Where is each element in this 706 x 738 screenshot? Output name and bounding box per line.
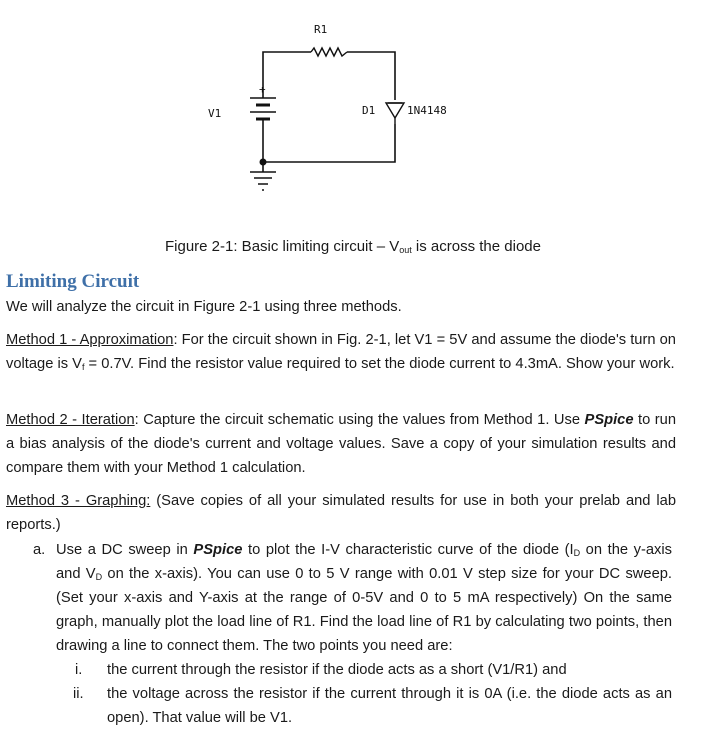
list-item-ii: the voltage across the resistor if the current through it is 0A (i.e. the diode acts as an open). That value will be V1. xyxy=(107,686,672,726)
list-marker-a: a. xyxy=(33,542,46,558)
method3-title: Method 3 - Graphing: xyxy=(6,493,151,509)
method1-paragraph: Method 1 - Approximation: For the circuit shown in Fig. 2-1, let V1 = 5V and assume the diode's turn on voltage is $V_f = 0.7V$. Find the resistor value required to set the diode current to 4.3mA. Show your work. xyxy=(6,332,676,372)
method2-paragraph: Method 2 - Iteration: Capture the circuit schematic using the values from Method 1. Use PSpice to run a bias analysis of the diode's current and voltage values. Save a copy of your simulation results and compare them with your Method 1 calculation. xyxy=(6,412,676,476)
voltage-source-v1 xyxy=(250,98,276,127)
list-marker-ii: ii. xyxy=(73,686,84,702)
resistor-r1 xyxy=(311,48,347,56)
junction-dot xyxy=(260,159,267,166)
method1-title: Method 1 - Approximation xyxy=(6,332,174,348)
plus-sign: + xyxy=(259,83,266,96)
v1-label: V1 xyxy=(208,107,222,120)
list-marker-i: i. xyxy=(75,662,83,678)
list-item-i: the current through the resistor if the diode acts as a short (V1/R1) and xyxy=(107,662,567,678)
diode-part-label: 1N4148 xyxy=(407,104,447,117)
method3-paragraph: Method 3 - Graphing: (Save copies of all your simulated results for use in both your prelab and lab reports.) xyxy=(6,493,676,533)
section-heading: Limiting Circuit xyxy=(6,271,140,292)
list-item-a: Use a DC sweep in PSpice to plot the I-V characteristic curve of the diode ($I_D$ on the y-axis and $V_D$ on the x-axis). You can use 0 to 5 V range with 0.01 V step size for your DC sweep. (Set your x-axis and Y-axis at the range of 0-5V and 0 to 5 mA respectively) On the same graph, manually plot the load line of R1. Find the load line of R1 by calculating two points, then drawing a line to connect them. The two points you need are: xyxy=(56,542,672,654)
figure-caption: Figure 2-1: Basic limiting circuit – $V_{out}$ is across the diode xyxy=(164,238,541,255)
d1-label: D1 xyxy=(362,104,376,117)
intro-paragraph: We will analyze the circuit in Figure 2-1 using three methods. xyxy=(6,299,402,315)
method2-title: Method 2 - Iteration xyxy=(6,412,135,428)
circuit-schematic xyxy=(0,0,706,236)
ground-symbol xyxy=(250,172,276,190)
diode-d1 xyxy=(386,103,404,124)
r1-label: R1 xyxy=(314,23,328,36)
